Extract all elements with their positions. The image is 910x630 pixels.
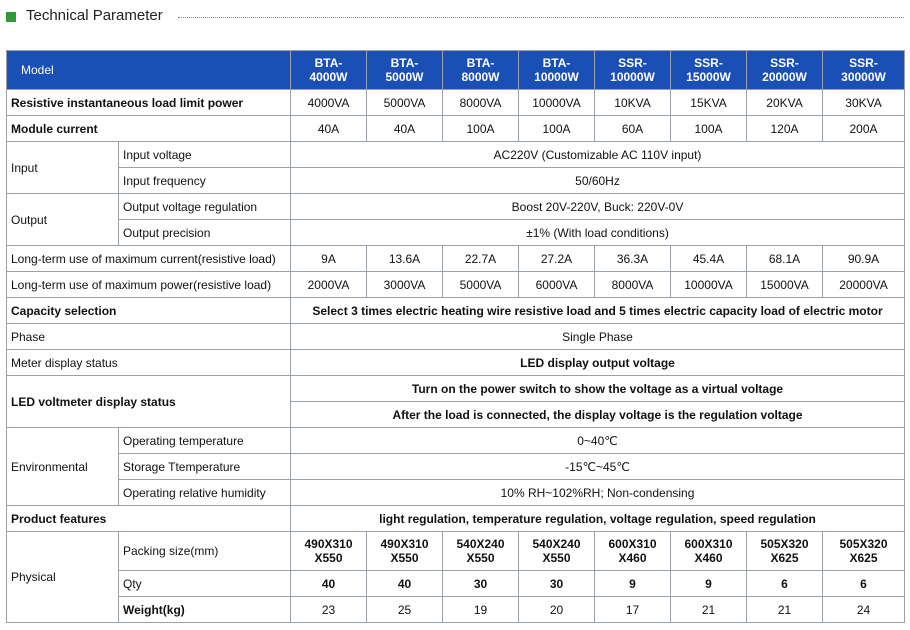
table-row bbox=[7, 454, 905, 480]
section-square-icon bbox=[6, 12, 16, 22]
table-cell: 0~40℃ bbox=[291, 428, 905, 454]
row-label: Module current bbox=[7, 116, 291, 142]
table-cell: 9 bbox=[595, 571, 671, 597]
table-row bbox=[7, 298, 905, 324]
row-group-label: Physical bbox=[7, 532, 119, 623]
row-label: Long-term use of maximum current(resistive load) bbox=[7, 246, 291, 272]
table-cell: 505X320 X625 bbox=[747, 532, 823, 571]
table-row bbox=[7, 532, 905, 571]
table-cell: 90.9A bbox=[823, 246, 905, 272]
table-cell: 5000VA bbox=[443, 272, 519, 298]
table-cell: 27.2A bbox=[519, 246, 595, 272]
table-cell: 68.1A bbox=[747, 246, 823, 272]
table-cell: 30 bbox=[519, 571, 595, 597]
table-row bbox=[7, 506, 905, 532]
table-row bbox=[7, 597, 905, 623]
table-cell: Turn on the power switch to show the voltage as a virtual voltage bbox=[291, 376, 905, 402]
table-cell: 100A bbox=[443, 116, 519, 142]
table-cell: 4000VA bbox=[291, 90, 367, 116]
row-group-label: Output bbox=[7, 194, 119, 246]
row-label: Weight(kg) bbox=[119, 597, 291, 623]
row-label: Product features bbox=[7, 506, 291, 532]
table-cell: 20000VA bbox=[823, 272, 905, 298]
spec-table bbox=[6, 50, 905, 623]
table-cell: 490X310 X550 bbox=[291, 532, 367, 571]
table-cell: 600X310 X460 bbox=[671, 532, 747, 571]
table-row bbox=[7, 428, 905, 454]
table-cell: 21 bbox=[747, 597, 823, 623]
table-row bbox=[7, 220, 905, 246]
table-cell: 100A bbox=[671, 116, 747, 142]
model-header: BTA- 4000W bbox=[291, 51, 367, 90]
row-label: Input voltage bbox=[119, 142, 291, 168]
table-cell: 36.3A bbox=[595, 246, 671, 272]
table-row bbox=[7, 571, 905, 597]
row-label: Packing size(mm) bbox=[119, 532, 291, 571]
table-cell: 100A bbox=[519, 116, 595, 142]
table-cell: 540X240 X550 bbox=[519, 532, 595, 571]
row-label: Output voltage regulation bbox=[119, 194, 291, 220]
table-row bbox=[7, 168, 905, 194]
row-label: Resistive instantaneous load limit power bbox=[7, 90, 291, 116]
row-label: Input frequency bbox=[119, 168, 291, 194]
table-cell: light regulation, temperature regulation, voltage regulation, speed regulation bbox=[291, 506, 905, 532]
row-label: Storage Ttemperature bbox=[119, 454, 291, 480]
table-cell: 50/60Hz bbox=[291, 168, 905, 194]
dotted-divider bbox=[178, 17, 904, 18]
row-label: Meter display status bbox=[7, 350, 291, 376]
model-header: SSR- 30000W bbox=[823, 51, 905, 90]
table-cell: 9 bbox=[671, 571, 747, 597]
table-cell: 6000VA bbox=[519, 272, 595, 298]
table-row bbox=[7, 246, 905, 272]
table-cell: 8000VA bbox=[443, 90, 519, 116]
row-label: Operating temperature bbox=[119, 428, 291, 454]
table-cell: 8000VA bbox=[595, 272, 671, 298]
table-cell: 15000VA bbox=[747, 272, 823, 298]
table-cell: 40 bbox=[367, 571, 443, 597]
table-row bbox=[7, 480, 905, 506]
table-cell: -15℃~45℃ bbox=[291, 454, 905, 480]
row-group-label: Input bbox=[7, 142, 119, 194]
table-row bbox=[7, 194, 905, 220]
model-label: Model bbox=[7, 51, 291, 90]
table-row bbox=[7, 350, 905, 376]
table-cell: Select 3 times electric heating wire resistive load and 5 times electric capacity load of electric motor bbox=[291, 298, 905, 324]
table-cell: 505X320 X625 bbox=[823, 532, 905, 571]
table-row bbox=[7, 116, 905, 142]
table-cell: 10KVA bbox=[595, 90, 671, 116]
table-cell: 15KVA bbox=[671, 90, 747, 116]
model-header: BTA- 8000W bbox=[443, 51, 519, 90]
model-header: BTA- 10000W bbox=[519, 51, 595, 90]
table-cell: 2000VA bbox=[291, 272, 367, 298]
table-cell: 3000VA bbox=[367, 272, 443, 298]
table-cell: Boost 20V-220V, Buck: 220V-0V bbox=[291, 194, 905, 220]
table-cell: ±1% (With load conditions) bbox=[291, 220, 905, 246]
row-group-label: Environmental bbox=[7, 428, 119, 506]
model-header: SSR- 10000W bbox=[595, 51, 671, 90]
table-cell: 21 bbox=[671, 597, 747, 623]
row-label: LED voltmeter display status bbox=[7, 376, 291, 428]
table-cell: 600X310 X460 bbox=[595, 532, 671, 571]
table-cell: 23 bbox=[291, 597, 367, 623]
row-label: Operating relative humidity bbox=[119, 480, 291, 506]
table-cell: After the load is connected, the display voltage is the regulation voltage bbox=[291, 402, 905, 428]
table-cell: 6 bbox=[823, 571, 905, 597]
table-cell: Single Phase bbox=[291, 324, 905, 350]
table-cell: 20KVA bbox=[747, 90, 823, 116]
table-cell: 22.7A bbox=[443, 246, 519, 272]
table-cell: 30 bbox=[443, 571, 519, 597]
model-header: BTA- 5000W bbox=[367, 51, 443, 90]
table-cell: 5000VA bbox=[367, 90, 443, 116]
row-label: Phase bbox=[7, 324, 291, 350]
table-row bbox=[7, 90, 905, 116]
row-label: Output precision bbox=[119, 220, 291, 246]
model-header-row bbox=[7, 51, 905, 90]
model-header: SSR- 15000W bbox=[671, 51, 747, 90]
table-cell: 490X310 X550 bbox=[367, 532, 443, 571]
table-cell: 45.4A bbox=[671, 246, 747, 272]
table-cell: 10000VA bbox=[671, 272, 747, 298]
row-label: Capacity selection bbox=[7, 298, 291, 324]
model-header: SSR- 20000W bbox=[747, 51, 823, 90]
section-title: Technical Parameter bbox=[26, 7, 163, 24]
table-cell: 30KVA bbox=[823, 90, 905, 116]
table-cell: 10000VA bbox=[519, 90, 595, 116]
table-cell: AC220V (Customizable AC 110V input) bbox=[291, 142, 905, 168]
table-cell: 540X240 X550 bbox=[443, 532, 519, 571]
row-label: Long-term use of maximum power(resistive load) bbox=[7, 272, 291, 298]
table-cell: 60A bbox=[595, 116, 671, 142]
table-row bbox=[7, 324, 905, 350]
table-row bbox=[7, 376, 905, 402]
table-row bbox=[7, 272, 905, 298]
table-cell: 120A bbox=[747, 116, 823, 142]
table-cell: 24 bbox=[823, 597, 905, 623]
table-cell: 40A bbox=[291, 116, 367, 142]
table-cell: 6 bbox=[747, 571, 823, 597]
row-label: Qty bbox=[119, 571, 291, 597]
section-header bbox=[6, 6, 904, 28]
table-cell: 25 bbox=[367, 597, 443, 623]
table-cell: 17 bbox=[595, 597, 671, 623]
table-row bbox=[7, 142, 905, 168]
table-cell: 10% RH~102%RH; Non-condensing bbox=[291, 480, 905, 506]
table-cell: 40A bbox=[367, 116, 443, 142]
table-cell: 9A bbox=[291, 246, 367, 272]
table-cell: 200A bbox=[823, 116, 905, 142]
table-cell: 13.6A bbox=[367, 246, 443, 272]
table-cell: LED display output voltage bbox=[291, 350, 905, 376]
table-cell: 20 bbox=[519, 597, 595, 623]
table-cell: 19 bbox=[443, 597, 519, 623]
table-cell: 40 bbox=[291, 571, 367, 597]
